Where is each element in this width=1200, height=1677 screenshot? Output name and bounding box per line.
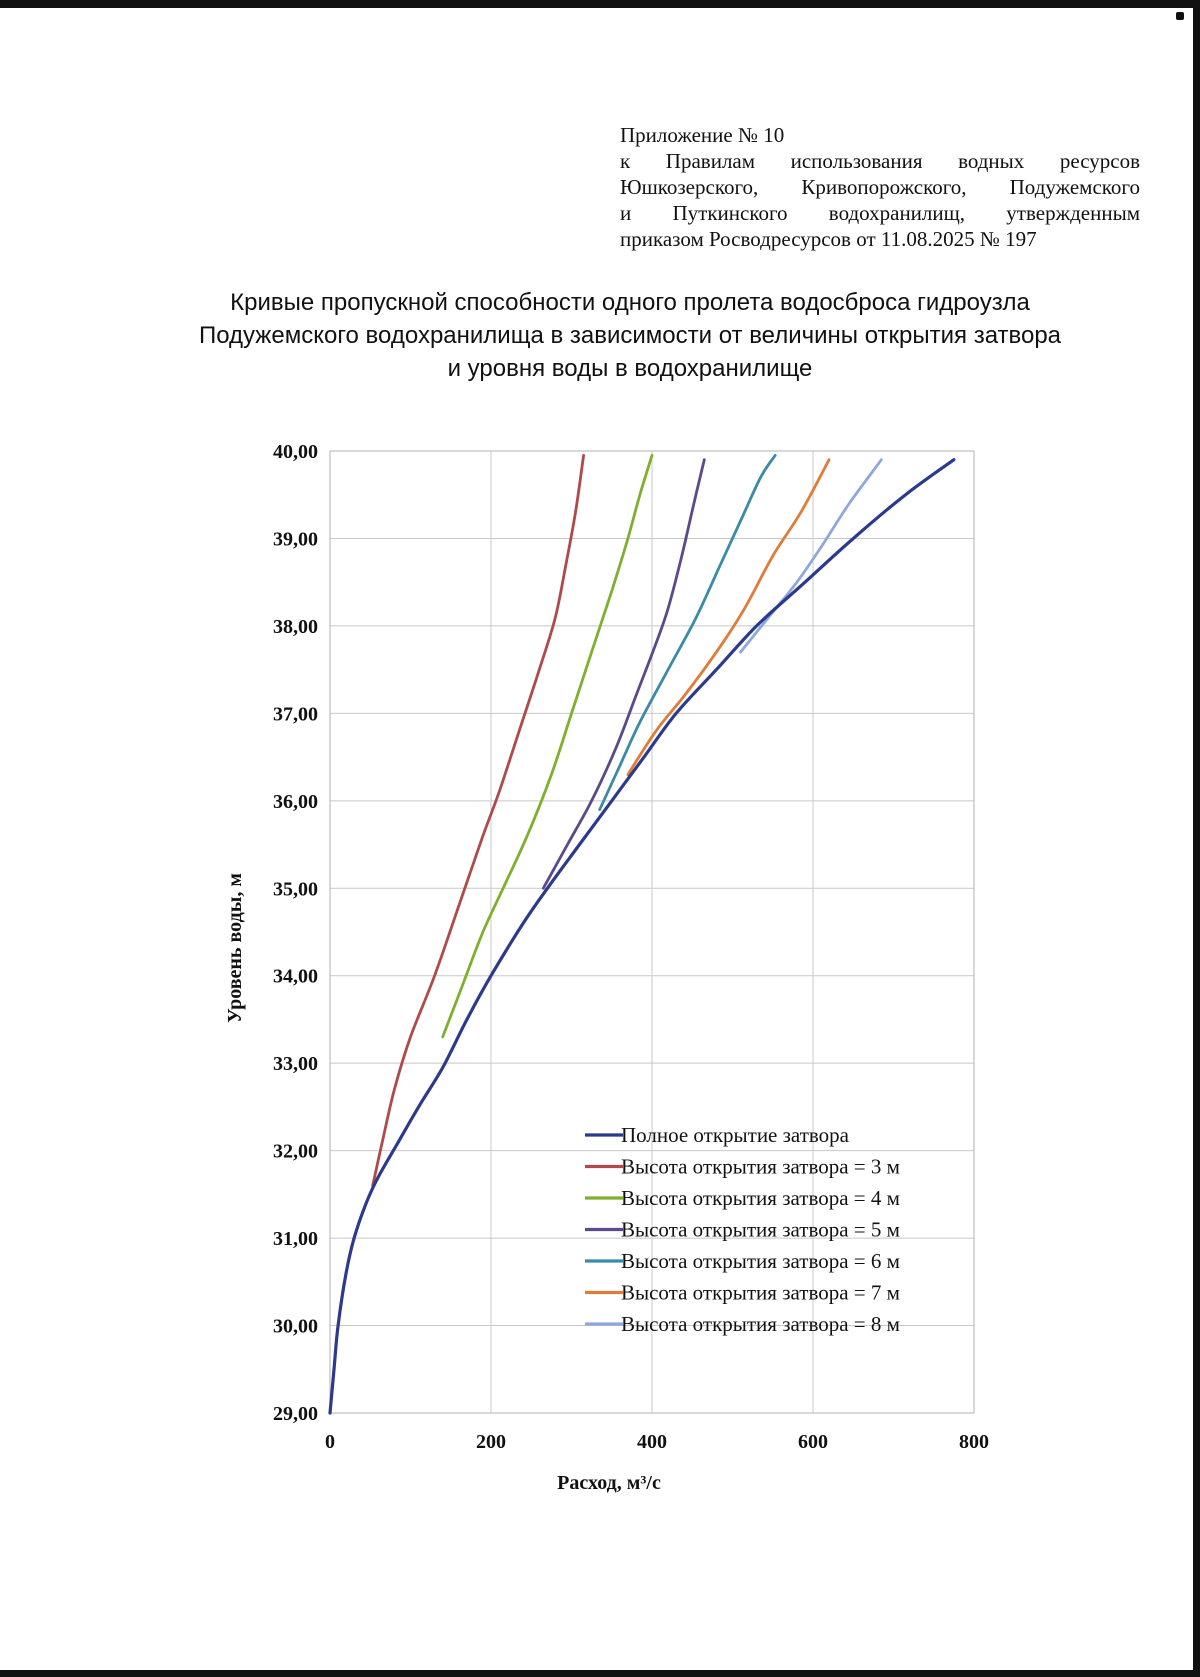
y-tick-label: 39,00	[273, 528, 318, 551]
series-line-gate-3m	[373, 455, 584, 1185]
x-tick-label: 600	[798, 1431, 828, 1453]
x-tick-label: 0	[325, 1431, 335, 1453]
appendix-line: Приложение № 10	[620, 123, 785, 147]
appendix-line: к Правилам использования водных ресурсов	[620, 149, 1140, 173]
appendix-line: приказом Росводресурсов от 11.08.2025 № 197	[620, 227, 1037, 251]
legend	[585, 1123, 900, 1336]
x-tick-label: 800	[959, 1431, 989, 1453]
y-tick-label: 31,00	[273, 1228, 318, 1251]
series-line-gate-7m	[628, 460, 829, 775]
legend-label: Высота открытия затвора = 4 м	[621, 1186, 900, 1210]
y-tick-label: 30,00	[273, 1315, 318, 1338]
y-tick-label: 40,00	[273, 441, 318, 463]
legend-label: Высота открытия затвора = 3 м	[621, 1154, 900, 1179]
appendix-line: и Путкинского водохранилищ, утвержденным	[620, 201, 1140, 225]
y-tick-label: 37,00	[273, 703, 318, 726]
legend-label: Высота открытия затвора = 5 м	[621, 1217, 900, 1242]
chart-title-line: и уровня воды в водохранилище	[447, 355, 813, 382]
appendix-line: Юшкозерского, Кривопорожского, Подужемского	[620, 175, 1140, 199]
y-tick-label: 36,00	[273, 790, 318, 813]
legend-label: Высота открытия затвора = 6 м	[621, 1249, 900, 1273]
x-axis-label: Расход, м³/с	[557, 1472, 661, 1494]
series-line-gate-5m	[543, 460, 704, 889]
legend-label: Высота открытия затвора = 7 м	[621, 1280, 900, 1305]
x-tick-label: 400	[637, 1431, 667, 1453]
chart-title-line: Кривые пропускной способности одного пролета водосброса гидроузла	[230, 289, 1030, 316]
y-tick-label: 32,00	[273, 1140, 318, 1163]
series-line-gate-4m	[443, 455, 652, 1037]
y-axis-label: Уровень воды, м	[224, 873, 246, 1023]
y-tick-label: 35,00	[273, 878, 318, 901]
y-tick-label: 34,00	[273, 965, 318, 988]
y-tick-label: 33,00	[273, 1053, 318, 1076]
legend-label: Высота открытия затвора = 8 м	[621, 1312, 900, 1336]
y-tick-label: 29,00	[273, 1403, 318, 1425]
legend-label: Полное открытие затвора	[621, 1123, 849, 1147]
x-tick-label: 200	[476, 1431, 506, 1453]
y-tick-label: 38,00	[273, 615, 318, 638]
chart-title-line: Подужемского водохранилища в зависимости от величины открытия затвора	[198, 322, 1062, 349]
